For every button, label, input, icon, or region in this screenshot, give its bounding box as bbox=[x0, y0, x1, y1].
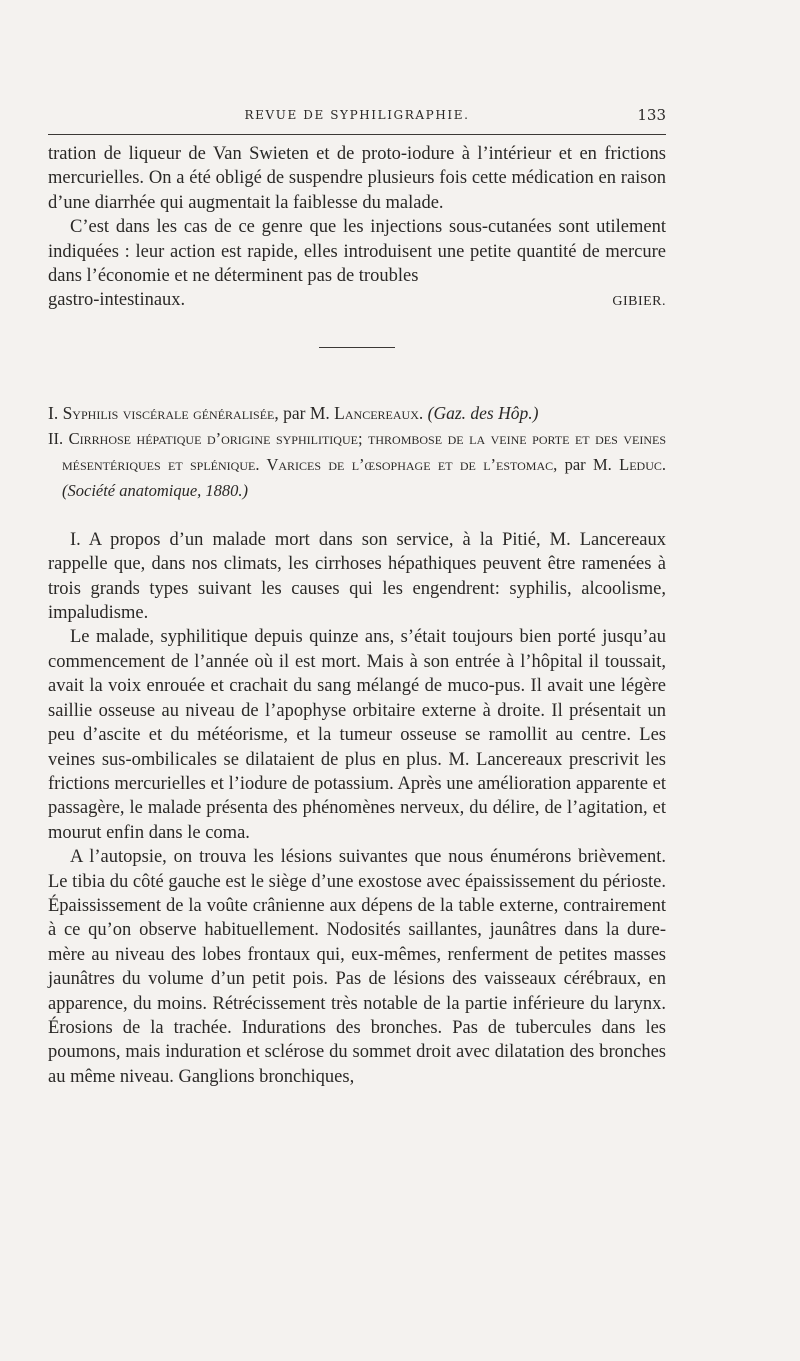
body-text bbox=[48, 142, 666, 1089]
running-title: REVUE DE SYPHILIGRAPHIE. bbox=[244, 108, 470, 122]
title-by: par M. bbox=[283, 402, 330, 423]
header-rule bbox=[48, 134, 666, 135]
title-by: par M. bbox=[564, 454, 612, 474]
article-title-1 bbox=[48, 400, 666, 426]
title-author: Lancereaux. bbox=[334, 402, 424, 423]
title-number: I. bbox=[48, 402, 59, 423]
title-source: (Société anatomique, 1880.) bbox=[62, 480, 249, 500]
article-paragraph: Le malade, syphilitique depuis quinze ans, s’était toujours bien porté jusqu’au commencement de l’année où il est mort. Mais à son entrée à l’hôpital il toussait, avait la voix enrouée et crachait du sang mélangé de muco-pus. Il avait une légère saillie osseuse au niveau de l’apophyse orbitaire externe à droite. Il présentait un peu d’ascite et du météorisme, et la tumeur osseuse se ramollit au centre. Les veines sus-ombilicales se dilataient de plus en plus. M. Lancereaux prescrivit les frictions mercurielles et l’iodure de potassium. Après une amélioration apparente et passagère, le malade présenta des phénomènes nerveux, du délire, de l’agitation, et mourut enfin dans le coma. bbox=[48, 627, 666, 843]
article-paragraph: I. A propos d’un malade mort dans son service, à la Pitié, M. Lancereaux rappelle que, dans nos climats, les cirrhoses hépathiques peuvent être ramenées à trois grands types suivant les causes qui les engendrent: syphilis, alcoolisme, impaludisme. bbox=[48, 529, 666, 624]
signature-line bbox=[48, 288, 666, 314]
title-text: Syphilis viscérale généralisée, bbox=[62, 402, 279, 423]
previous-article-paragraph: C’est dans les cas de ce genre que les injections sous-cutanées sont utilement indiquées : leur action est rapide, elles introduisent une petite quantité de mercure dans l’économie et ne déterminent pas de troubles bbox=[48, 217, 666, 287]
previous-article-paragraph: tration de liqueur de Van Swieten et de proto-iodure à l’intérieur et en frictions mercurielles. On a été obligé de suspendre plusieurs fois cette médication en raison d’une diarrhée qui augmentait la faiblesse du malade. bbox=[48, 144, 666, 213]
title-text: Cirrhose hépatique d’origine syphilitique; thrombose de la veine porte et des veines mésentériques et splénique. Varices de l’œsophage et de l’estomac, bbox=[62, 428, 666, 474]
title-spacer bbox=[48, 504, 666, 528]
author-signature: GIBIER. bbox=[612, 294, 666, 310]
article-title-2 bbox=[48, 426, 666, 504]
title-author: Leduc. bbox=[619, 454, 666, 474]
running-head bbox=[48, 108, 666, 130]
section-separator bbox=[319, 347, 395, 348]
page-number: 133 bbox=[637, 106, 666, 124]
paragraph-last-line: gastro-intestinaux. bbox=[48, 290, 186, 311]
title-source: (Gaz. des Hôp.) bbox=[427, 402, 539, 423]
title-number: II. bbox=[48, 428, 64, 448]
article-paragraph: A l’autopsie, on trouva les lésions suivantes que nous énumérons brièvement. Le tibia du côté gauche est le siège d’une exostose avec épaississement du périoste. Épaississement de la voûte crânienne aux dépens de la table externe, contrairement à ce qu’on observe habituellement. Nodosités saillantes, jaunâtres dans la dure-mère au niveau des lobes frontaux qui, eux-mêmes, renferment de petites masses jaunâtres du volume d’un petit pois. Pas de lésions des vaisseaux cérébraux, en apparence, du moins. Rétrécissement très notable de la partie inférieure du larynx. Érosions de la trachée. Indurations des bronches. Pas de tubercules dans les poumons, mais induration et sclérose du sommet droit avec dilatation des bronches au même niveau. Ganglions bronchiques, bbox=[48, 847, 666, 1087]
